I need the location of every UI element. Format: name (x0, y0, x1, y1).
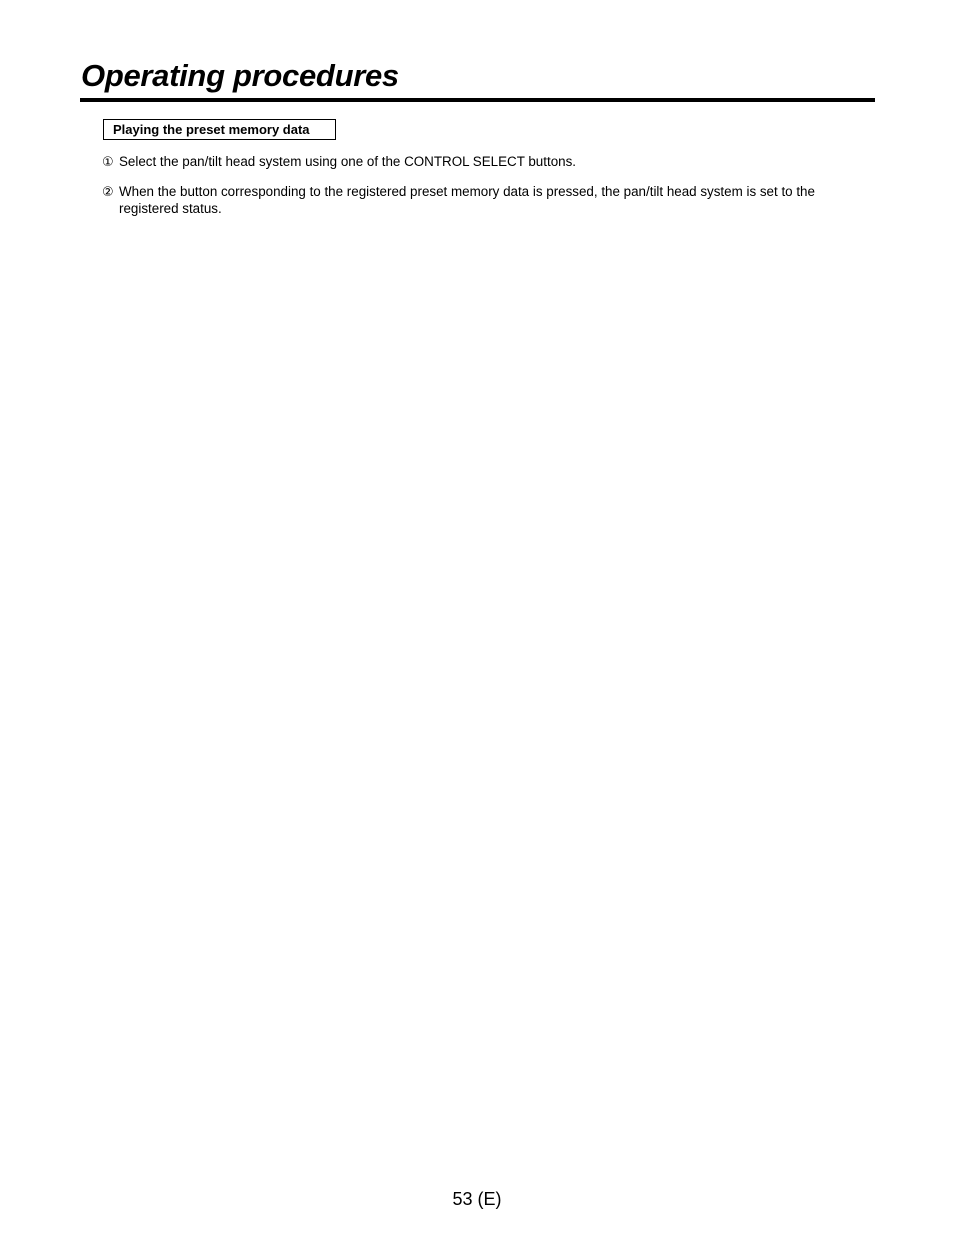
step-number: ② (102, 185, 114, 200)
page-title: Operating procedures (81, 58, 399, 93)
step-number: ① (102, 155, 114, 170)
step-text: Select the pan/tilt head system using one of the CONTROL SELECT buttons. (119, 154, 577, 169)
procedure-steps (102, 153, 862, 230)
step-text: When the button corresponding to the registered preset memory data is pressed, the pan/tilt head system is set to the registered status. (119, 184, 815, 216)
step-item (102, 183, 862, 217)
section-heading-box: Playing the preset memory data (103, 119, 336, 140)
page-number: 53 (E) (452, 1189, 502, 1209)
step-item (102, 153, 862, 170)
title-rule (80, 98, 875, 102)
